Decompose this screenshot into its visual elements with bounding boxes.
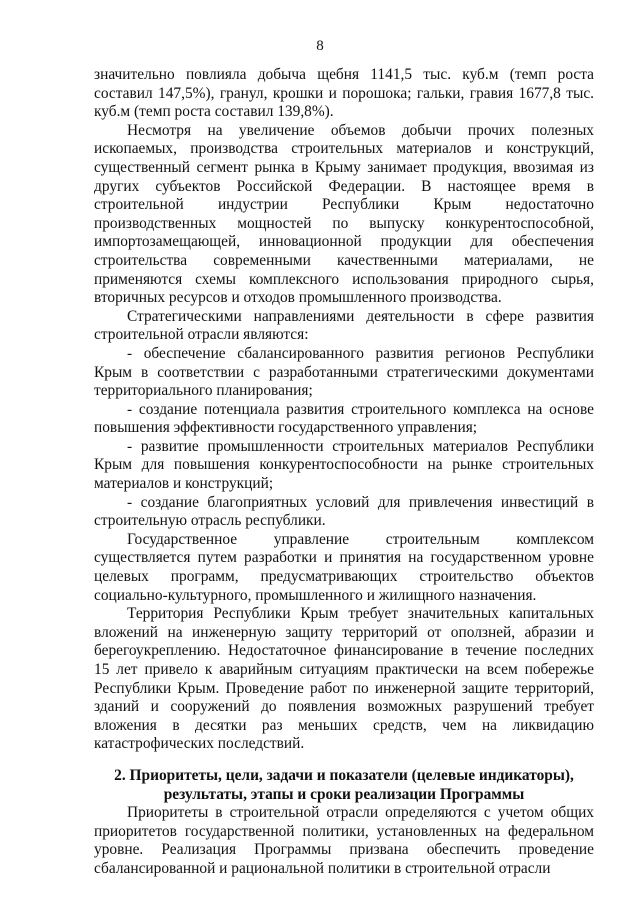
paragraph: Несмотря на увеличение объемов добычи прочих полезных ископаемых, производства строительных материалов и конструкций, существенный сегмент рынка в Крыму занимает продукция, ввозимая из других субъектов Российской Федерации. В настоящее время в строительной индустрии Республики Крым недостаточно производственных мощностей по выпуску конкурентоспособной, импортозамещающей, инновационной продукции для обеспечения строительства современными качественными материалами, не применяются схемы комплексного использования природного сырья, вторичных ресурсов и отходов промышленного производства.	[94, 121, 594, 307]
paragraph: Приоритеты в строительной отрасли определяются с учетом общих приоритетов государственной политики, установленных на федеральном уровне. Реализация Программы призвана обеспечить проведение сбалансированной и рациональной политики в строительной отрасли	[94, 804, 594, 877]
document-body	[94, 66, 594, 879]
paragraph: Государственное управление строительным комплексом существляется путем разработки и принятия на государственном уровне целевых программ, предусматривающих строительство объектов социально-культурного, промышленного и жилищного назначения.	[94, 530, 594, 604]
list-item: - развитие промышленности строительных материалов Республики Крым для повышения конкурентоспособности на рынке строительных материалов и конструкций;	[94, 437, 594, 493]
paragraph: значительно повлияла добыча щебня 1141,5 тыс. куб.м (темп роста составил 147,5%), гранул, крошки и порошока; гальки, гравия 1677,8 тыс. куб.м (темп роста составил 139,8%).	[94, 66, 594, 121]
page-number: 8	[316, 38, 324, 54]
paragraph: Территория Республики Крым требует значительных капитальных вложений на инженерную защиту территорий от оползней, абразии и берегоукреплению. Недостаточное финансирование в течение последних 15 лет привело к аварийным ситуациям практически на всем побережье Республики Крым. Проведение работ по инженерной защите территорий, зданий и сооружений до появления возможных разрушений требует вложения в десятки раз меньших средств, чем на ликвидацию катастрофических последствий.	[94, 605, 594, 753]
list-item: - обеспечение сбалансированного развития регионов Республики Крым в соответствии с разработанными стратегическими документами территориального планирования;	[94, 344, 594, 400]
list-item: - создание благоприятных условий для привлечения инвестиций в строительную отрасль республики.	[94, 493, 594, 530]
list-item: - создание потенциала развития строительного комплекса на основе повышения эффективности государственного управления;	[94, 400, 594, 437]
section-title: 2. Приоритеты, цели, задачи и показатели (целевые индикаторы), результаты, этапы и сроки реализации Программы	[114, 766, 574, 803]
paragraph: Стратегическими направлениями деятельности в сфере развития строительной отрасли являются:	[94, 307, 594, 344]
